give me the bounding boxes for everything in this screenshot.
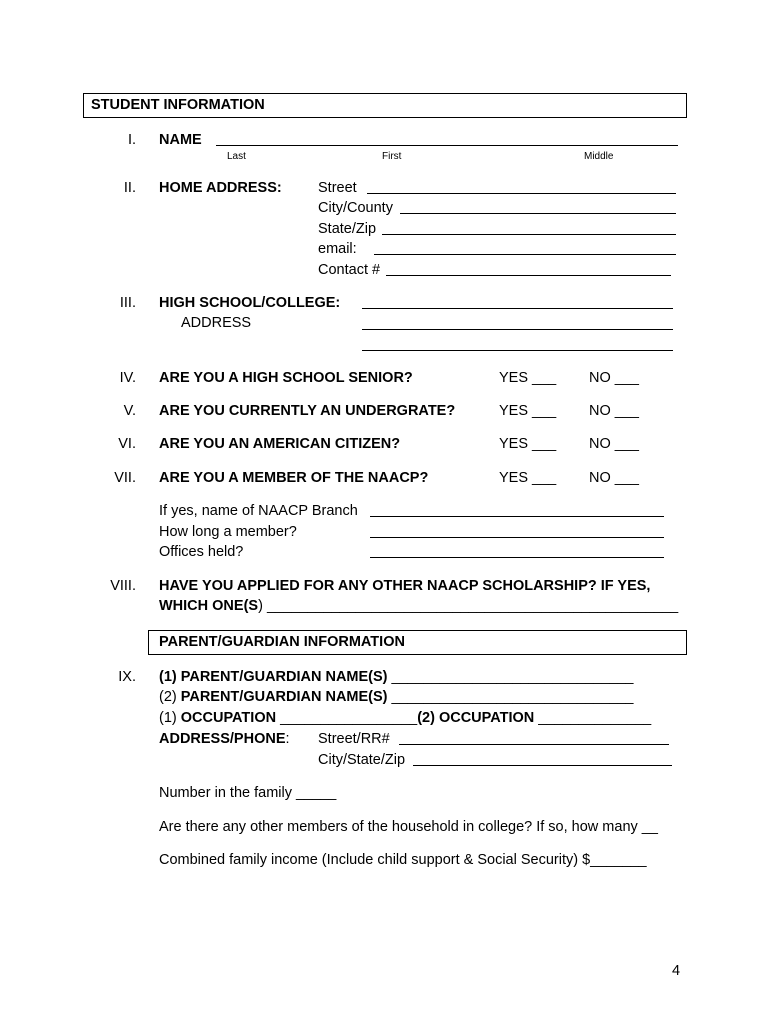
parent-2-row: [159, 688, 633, 706]
address-phone-label: ADDRESS/PHONE: [159, 731, 286, 747]
name-sublabel-last: Last: [227, 151, 246, 162]
contact-field[interactable]: [386, 275, 671, 276]
offices-held-label: Offices held?: [159, 544, 244, 560]
home-address-label: HOME ADDRESS:: [159, 180, 282, 196]
offices-held-field[interactable]: [370, 557, 664, 558]
citizen-no[interactable]: NO ___: [589, 436, 639, 452]
address-phone-row: [159, 730, 290, 748]
item-number-7: VII.: [114, 470, 136, 486]
parent-street-label: Street/RR#: [318, 731, 390, 747]
student-info-header: STUDENT INFORMATION: [91, 97, 265, 113]
high-school-field[interactable]: [362, 308, 673, 309]
name-label: NAME: [159, 132, 202, 148]
item-number-1: I.: [127, 132, 136, 148]
undergrad-yes[interactable]: YES ___: [499, 403, 557, 419]
occupation-2-label: (2) OCCUPATION: [417, 710, 535, 726]
naacp-member-yes[interactable]: YES ___: [499, 470, 557, 486]
family-income-line[interactable]: Combined family income (Include child support & Social Security) $_______: [159, 852, 647, 868]
occupation-1-prefix: (1): [159, 710, 181, 726]
naacp-branch-field[interactable]: [370, 516, 664, 517]
member-duration-label: How long a member?: [159, 524, 297, 540]
occupation-1-field[interactable]: _________________: [276, 710, 418, 726]
parent-1-row: [159, 668, 633, 686]
state-zip-label: State/Zip: [318, 221, 377, 237]
email-field[interactable]: [374, 254, 676, 255]
item-number-3: III.: [119, 295, 136, 311]
parent-1-name-field[interactable]: ______________________________: [387, 669, 634, 685]
item-number-6: VI.: [118, 436, 136, 452]
occupation-row: [159, 709, 651, 727]
naacp-branch-label: If yes, name of NAACP Branch: [159, 503, 358, 519]
school-address-label: ADDRESS: [181, 315, 252, 331]
which-ones-label: WHICH ONE(S: [159, 598, 259, 614]
parent-2-prefix: (2): [159, 689, 181, 705]
family-count-line[interactable]: Number in the family _____: [159, 785, 337, 801]
which-ones-field[interactable]: ) ___________________________________________________: [258, 598, 679, 614]
citizen-question: ARE YOU AN AMERICAN CITIZEN?: [159, 436, 401, 452]
parent-2-name-field[interactable]: ______________________________: [387, 689, 634, 705]
name-field[interactable]: [216, 145, 678, 146]
item-number-5: V.: [123, 403, 136, 419]
school-address-field-1[interactable]: [362, 329, 673, 330]
hs-senior-yes[interactable]: YES ___: [499, 370, 557, 386]
address-phone-colon: :: [285, 731, 290, 747]
member-duration-field[interactable]: [370, 537, 664, 538]
item-number-2: II.: [123, 180, 136, 196]
item-number-9: IX.: [118, 669, 136, 685]
email-label: email:: [318, 241, 357, 257]
hs-senior-no[interactable]: NO ___: [589, 370, 639, 386]
street-label: Street: [318, 180, 357, 196]
parent-city-label: City/State/Zip: [318, 752, 406, 768]
occupation-1-label: OCCUPATION: [180, 710, 277, 726]
item-number-4: IV.: [119, 370, 136, 386]
street-field[interactable]: [367, 193, 676, 194]
parent-city-field[interactable]: [413, 765, 672, 766]
parent-street-field[interactable]: [399, 744, 669, 745]
parent-info-header: PARENT/GUARDIAN INFORMATION: [159, 634, 405, 650]
parent-1-name-label: PARENT/GUARDIAN NAME(S): [180, 669, 388, 685]
other-scholarship-question: HAVE YOU APPLIED FOR ANY OTHER NAACP SCHOLARSHIP? IF YES,: [159, 578, 651, 594]
household-college-line[interactable]: Are there any other members of the household in college? If so, how many __: [159, 819, 658, 835]
state-zip-field[interactable]: [382, 234, 676, 235]
page-number: 4: [672, 963, 681, 979]
parent-1-prefix: (1): [159, 669, 181, 685]
naacp-member-question: ARE YOU A MEMBER OF THE NAACP?: [159, 470, 429, 486]
contact-label: Contact #: [318, 262, 381, 278]
occupation-2-field[interactable]: ______________: [534, 710, 652, 726]
high-school-college-label: HIGH SCHOOL/COLLEGE:: [159, 295, 341, 311]
city-county-label: City/County: [318, 200, 393, 216]
hs-senior-question: ARE YOU A HIGH SCHOOL SENIOR?: [159, 370, 413, 386]
which-scholarship-line: [159, 597, 678, 615]
undergrad-no[interactable]: NO ___: [589, 403, 639, 419]
school-address-field-2[interactable]: [362, 350, 673, 351]
name-sublabel-middle: Middle: [584, 151, 614, 162]
city-county-field[interactable]: [400, 213, 676, 214]
name-sublabel-first: First: [382, 151, 402, 162]
naacp-member-no[interactable]: NO ___: [589, 470, 639, 486]
item-number-8: VIII.: [110, 578, 136, 594]
citizen-yes[interactable]: YES ___: [499, 436, 557, 452]
undergrad-question: ARE YOU CURRENTLY AN UNDERGRATE?: [159, 403, 456, 419]
parent-2-name-label: PARENT/GUARDIAN NAME(S): [180, 689, 388, 705]
